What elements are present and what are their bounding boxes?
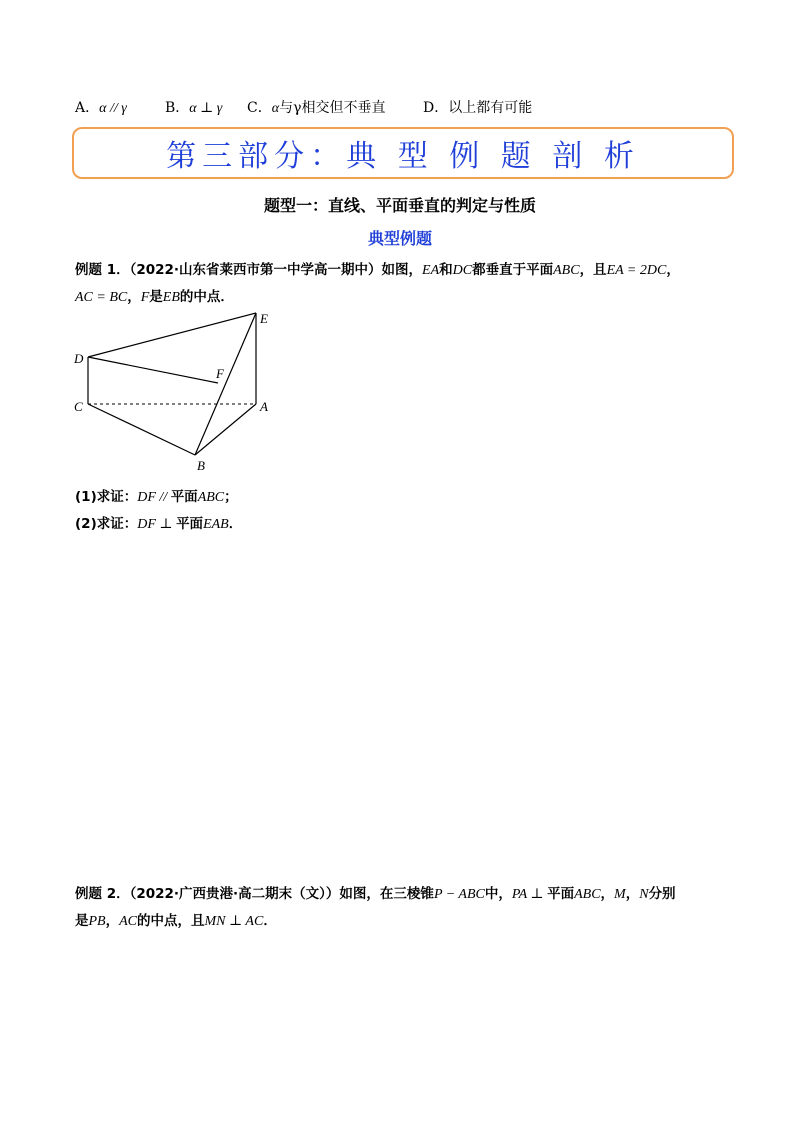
geometry-figure — [70, 305, 290, 475]
answer-options — [75, 97, 735, 119]
label-a: A — [260, 399, 268, 414]
option-d[interactable]: D．以上都有可能 — [423, 100, 533, 116]
label-b: B — [197, 458, 205, 473]
label-d: D — [74, 351, 84, 366]
option-a[interactable]: A．α // γ — [75, 100, 127, 116]
example1-line1: 例题 1．（2022·山东省莱西市第一中学高一期中）如图，EA和DC都垂直于平面ABC，且EA = 2DC， — [75, 262, 680, 278]
edge-df — [88, 357, 218, 383]
edge-de — [88, 313, 256, 357]
label-f: F — [216, 366, 224, 381]
label-e: E — [260, 311, 268, 326]
banner-title: 第三部分：典 型 例 题 剖 析 — [166, 139, 640, 174]
section-subtitle: 典型例题 — [367, 229, 432, 248]
section-banner — [72, 127, 734, 179]
example1-question1: (1)求证：DF // 平面ABC； — [75, 489, 238, 505]
option-c[interactable]: C．α与γ相交但不垂直 — [247, 100, 386, 116]
edge-eb — [195, 313, 256, 455]
option-b[interactable]: B．α ⊥ γ — [165, 100, 223, 116]
section-title: 题型一：直线、平面垂直的判定与性质 — [263, 196, 536, 215]
example2-line2: 是PB，AC的中点，且MN ⊥ AC． — [75, 913, 277, 929]
example2-line1: 例题 2．（2022·广西贵港·高二期末（文））如图，在三棱锥P − ABC中，PA ⊥ 平面ABC，M，N分别 — [75, 886, 676, 902]
label-c: C — [74, 399, 83, 414]
edge-cb — [88, 404, 195, 455]
edge-ab — [195, 404, 256, 455]
example1-line2: AC = BC，F是EB的中点． — [75, 289, 234, 305]
example1-question2: (2)求证：DF ⊥ 平面EAB． — [75, 516, 243, 532]
